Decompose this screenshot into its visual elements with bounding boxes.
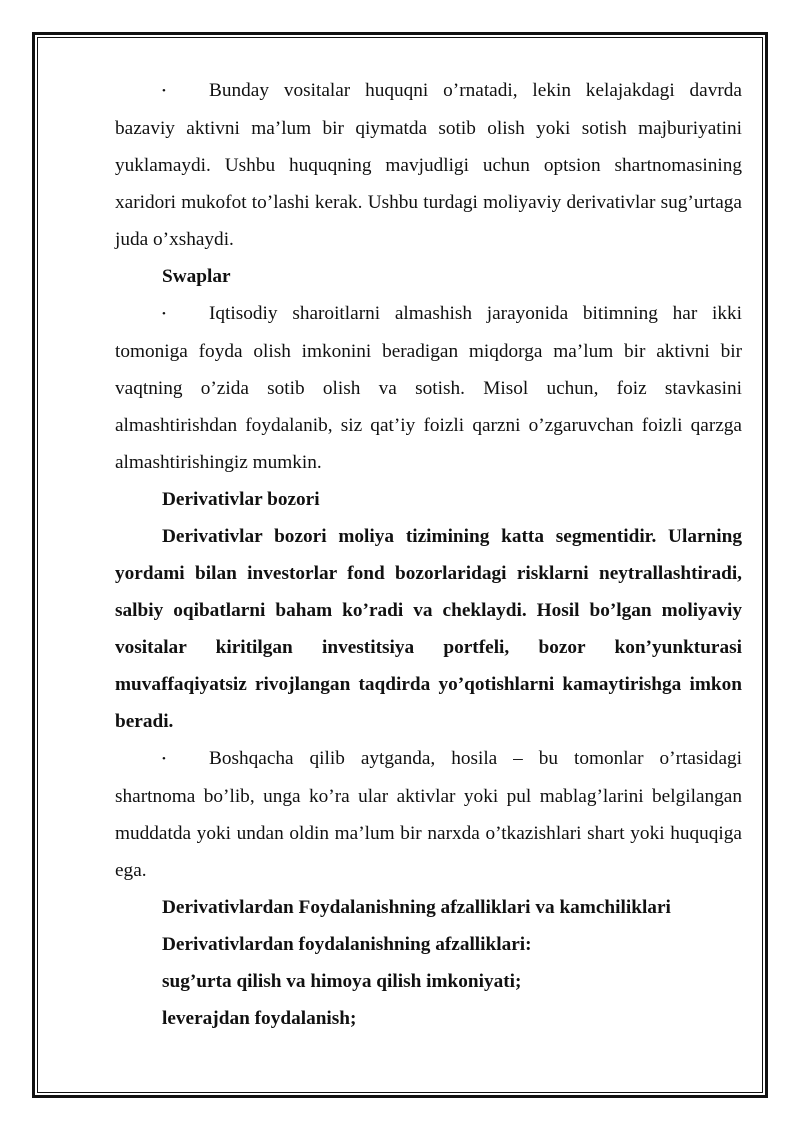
bullet-icon: • [162,85,166,97]
bullet-text: Iqtisodiy sharoitlarni almashish jarayonida bitimning har ikki tomoniga foyda olish imkonini beradigan miqdorga ma’lum bir aktivni bir vaqtning o’zida sotib olish va sotish. Misol uchun, foiz stavkasini almashtirishdan foydalanib, siz qat’iy foizli qarzni o’zgaruvchan foizli qarzga almashtirishingiz mumkin. [115,303,742,473]
heading-advantages: Derivativlardan foydalanishning afzalliklari: [162,934,532,955]
bullet-text: Boshqacha qilib aytganda, hosila – bu tomonlar o’rtasidagi shartnoma bo’lib, unga ko’ra ular aktivlar yoki pul mablag’larini belgilangan muddatda yoki undan oldin ma’lum bir narxda o’tkazishlari shart yoki huquqiga ega. [115,748,742,881]
bullet-icon: • [162,308,166,320]
list-item-insurance: sug’urta qilish va himoya qilish imkoniyati; [162,971,522,992]
heading-swaplar: Swaplar [162,266,231,287]
heading-pros-cons: Derivativlardan Foydalanishning afzalliklari va kamchiliklari [162,897,671,918]
bullet-paragraph-definition [115,740,742,889]
list-item-leverage: leverajdan foydalanish; [162,1008,357,1029]
bold-paragraph-market: Derivativlar bozori moliya tizimining katta segmentidir. Ularning yordami bilan investorlar fond bozorlaridagi risklarni neytrallashtiradi, salbiy oqibatlarni baham ko’radi va cheklaydi. Hosil bo’lgan moliyaviy vositalar kiritilgan investitsiya portfeli, bozor kon’yunkturasi muvaffaqiyatsiz rivojlangan taqdirda yo’qotishlarni kamaytirishga imkon beradi. [115,526,742,732]
heading-derivatives-market: Derivativlar bozori [162,489,320,510]
bullet-text: Bunday vositalar huquqni o’rnatadi, lekin kelajakdagi davrda bazaviy aktivni ma’lum bir qiymatda sotib olish yoki sotish majburiyatini yuklamaydi. Ushbu huquqning mavjudligi uchun optsion shartnomasining xaridori mukofot to’lashi kerak. Ushbu turdagi moliyaviy derivativlar sug’urtaga juda o’xshaydi. [115,80,742,250]
bullet-paragraph-options [115,72,742,258]
bullet-paragraph-swaps [115,295,742,481]
document-body [115,72,742,1037]
bullet-icon: • [162,753,166,765]
